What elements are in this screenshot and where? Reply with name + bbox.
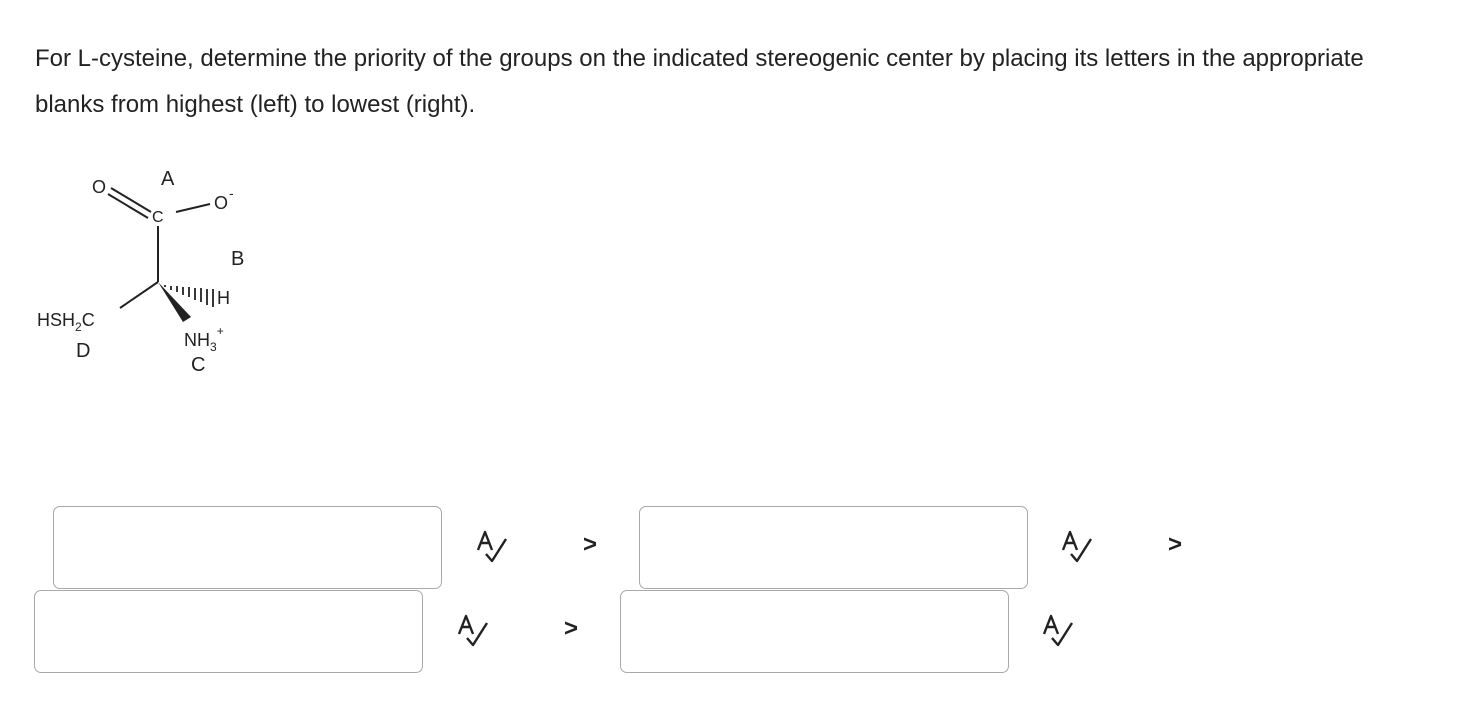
carboxyl-carbon: C xyxy=(152,209,164,226)
oxide-bond xyxy=(176,204,210,212)
side-chain-bond xyxy=(120,282,158,308)
spell-check-icon[interactable] xyxy=(1057,526,1097,566)
priority-separator: > xyxy=(1168,531,1183,558)
priority-separator: > xyxy=(583,531,598,558)
spell-check-icon[interactable] xyxy=(1038,610,1078,650)
oxide-oxygen: O xyxy=(214,193,229,213)
spell-check-icon[interactable] xyxy=(472,526,512,566)
amino-label: $NH_3^+$ xyxy=(184,324,224,354)
answer-box-2[interactable] xyxy=(639,506,1028,589)
label-c: C xyxy=(191,354,206,376)
carbonyl-oxygen: O xyxy=(92,177,107,197)
answer-box-4[interactable] xyxy=(620,590,1009,673)
priority-separator: > xyxy=(564,615,579,642)
hydrogen: H xyxy=(217,288,230,308)
answer-box-3[interactable] xyxy=(34,590,423,673)
label-d: D xyxy=(76,340,91,362)
answer-box-1[interactable] xyxy=(53,506,442,589)
side-chain-label: $HSH_2C$ xyxy=(37,310,95,334)
question-text: For L-cysteine, determine the priority of the groups on the indicated stereogenic center by placing its letters in the appropriate blanks from highest (left) to lowest (right). xyxy=(35,45,1364,118)
oxide-charge: - xyxy=(229,185,234,201)
label-a: A xyxy=(161,168,175,190)
label-b: B xyxy=(231,248,245,270)
cysteine-structure xyxy=(0,150,300,390)
spell-check-icon[interactable] xyxy=(453,610,493,650)
wedge-bond xyxy=(158,282,191,322)
